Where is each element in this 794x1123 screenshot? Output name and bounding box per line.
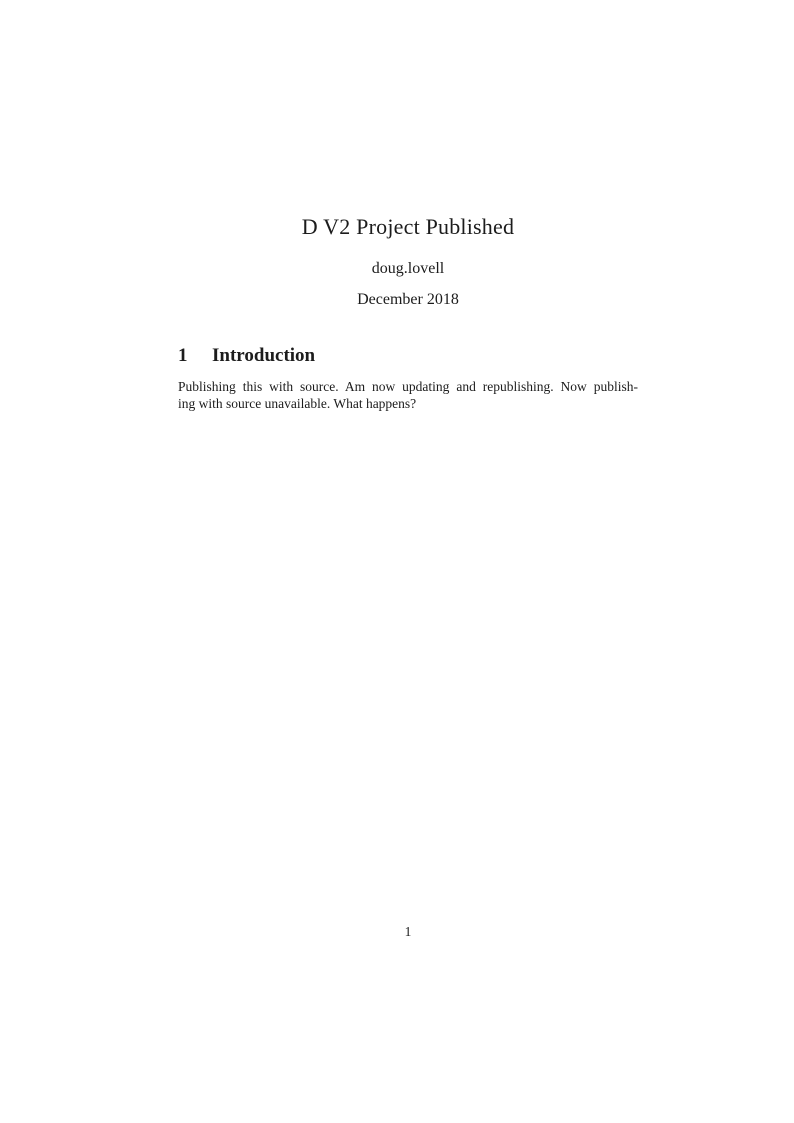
section-title: Introduction — [212, 345, 316, 366]
paragraph-line-2: ing with source unavailable. What happens? — [178, 395, 417, 411]
body-paragraph — [178, 379, 638, 412]
section-heading — [178, 344, 638, 367]
document-title: D V2 Project Published — [301, 214, 515, 239]
document-date: December 2018 — [357, 291, 459, 308]
page-number: 1 — [404, 924, 412, 939]
section-number: 1 — [178, 345, 188, 366]
paragraph-line-1: Publishing this with source. Am now updating and republishing. Now publish- — [178, 379, 638, 394]
document-author: doug.lovell — [371, 260, 445, 277]
text-block — [178, 0, 638, 1123]
